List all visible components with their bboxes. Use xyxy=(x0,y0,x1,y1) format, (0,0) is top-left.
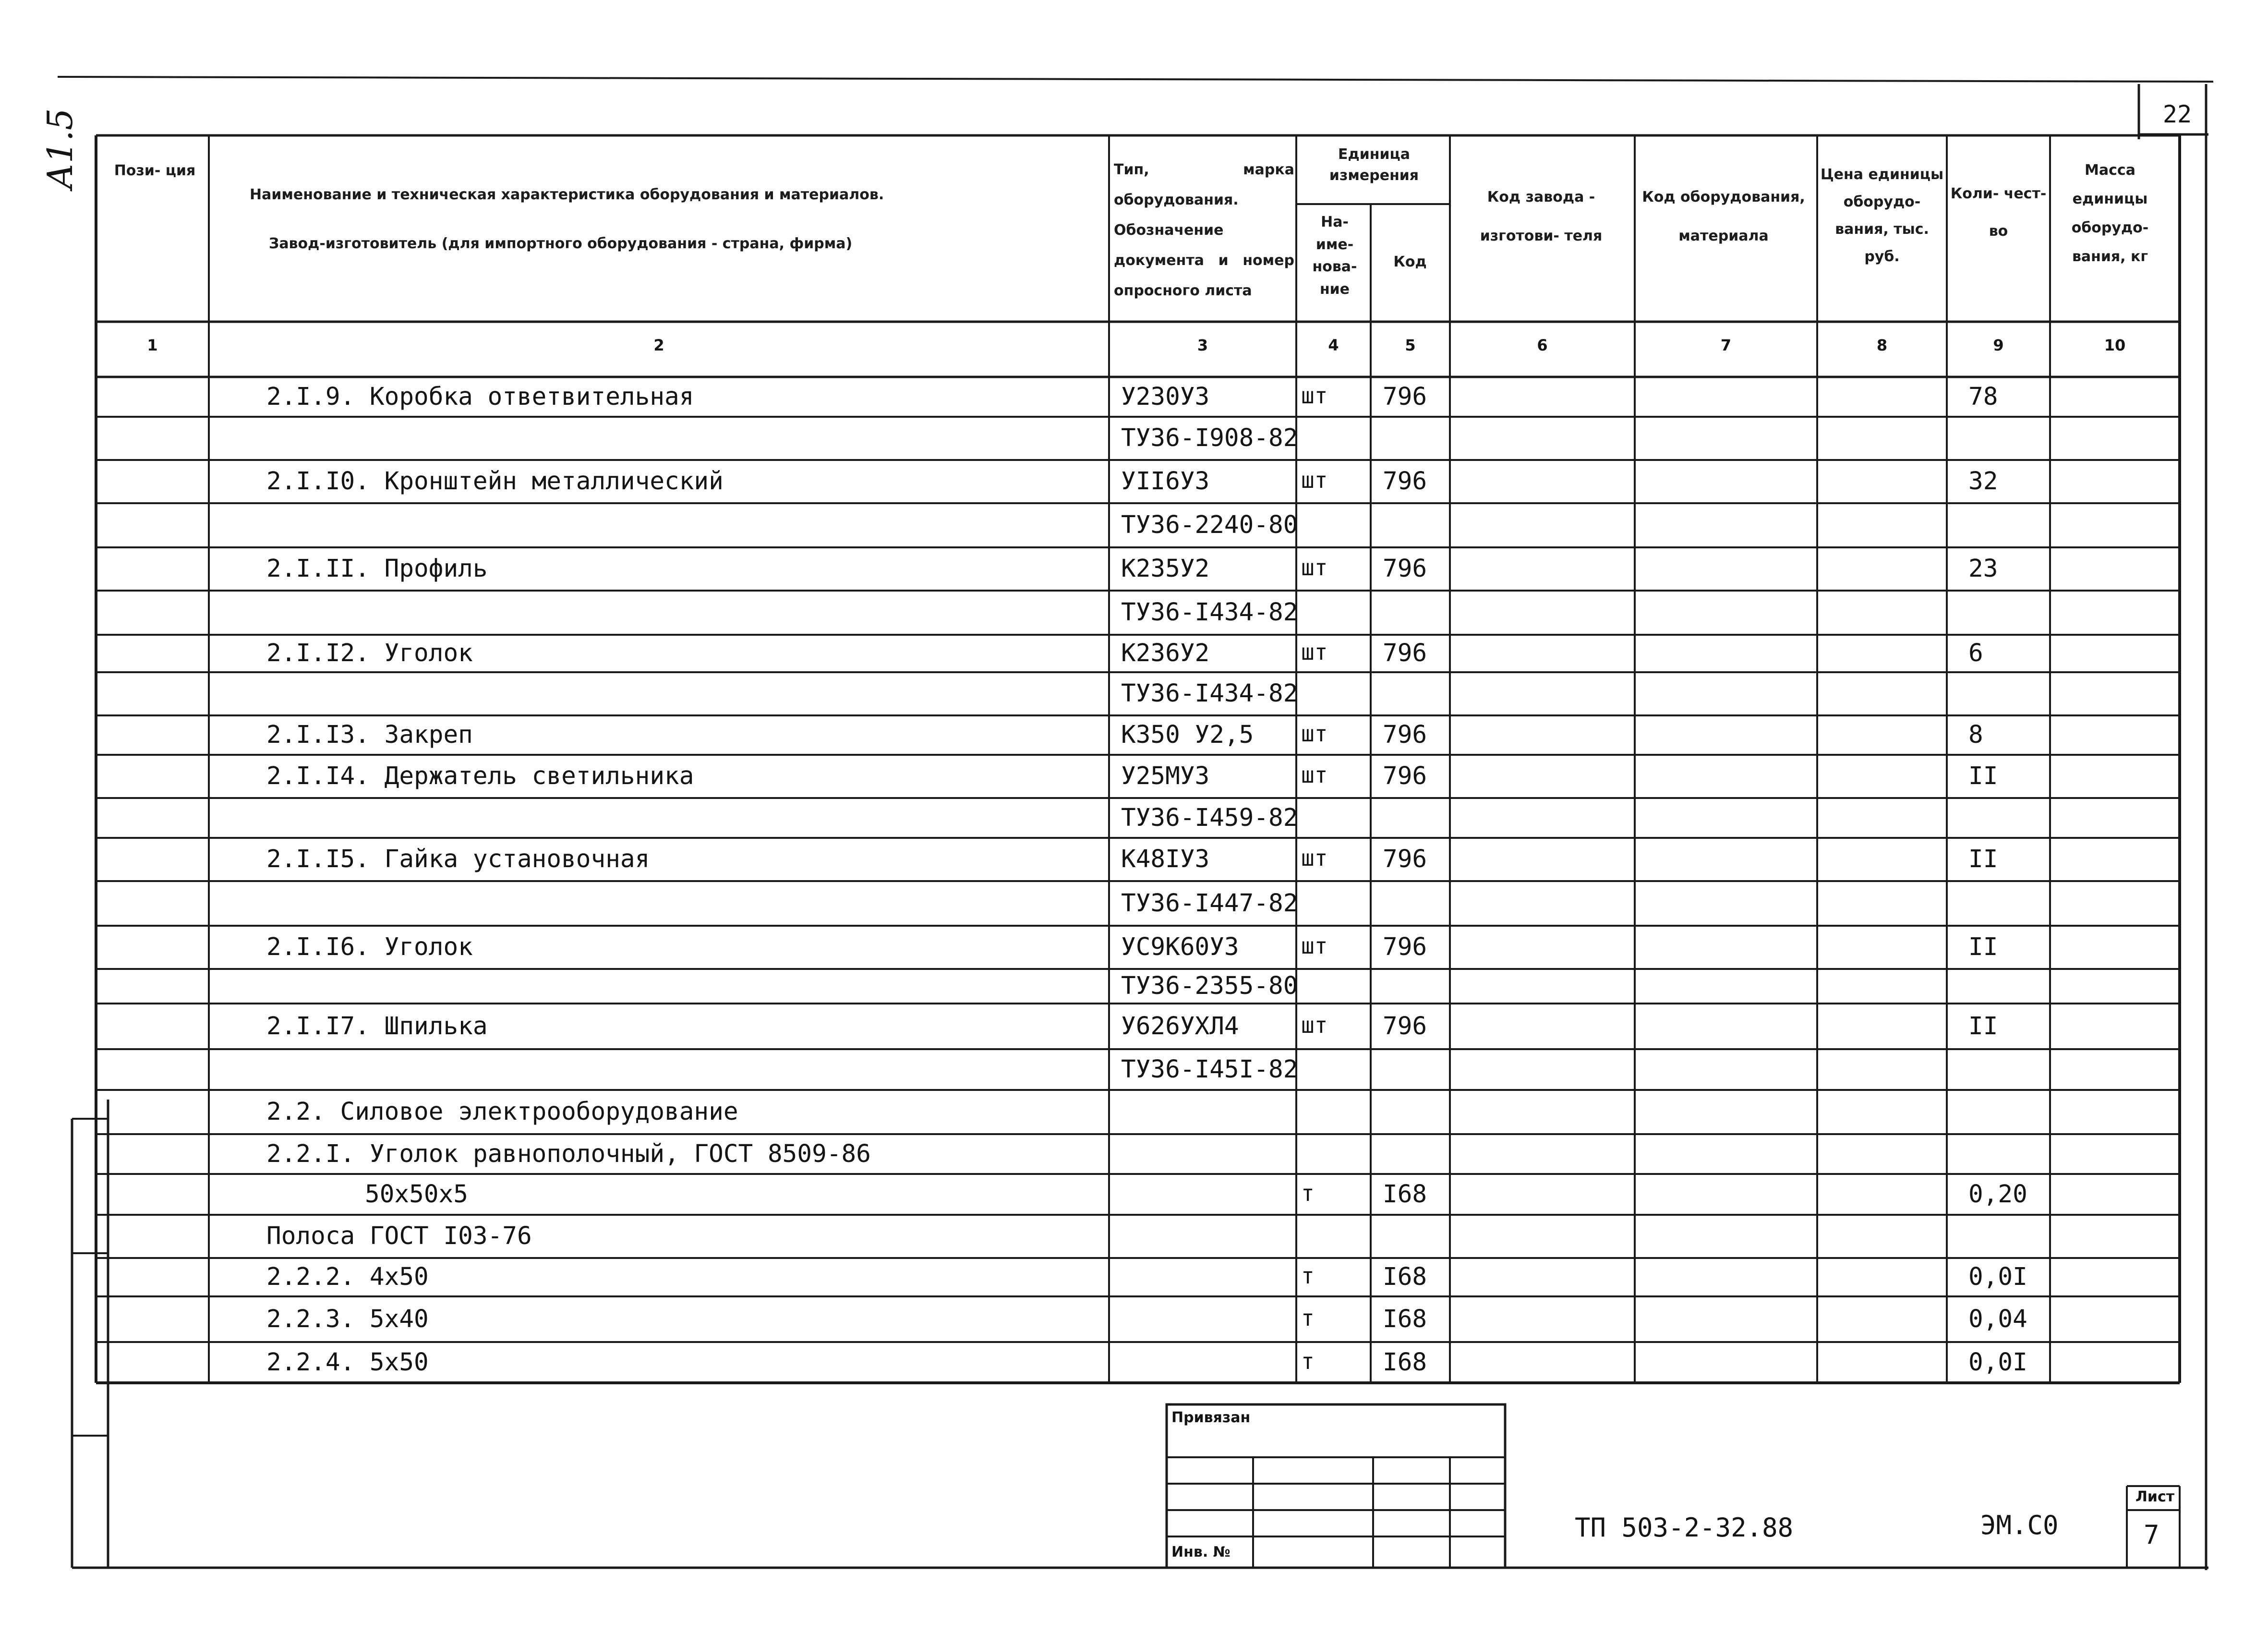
row-name: 2.2.4. 5x50 xyxy=(266,1348,429,1377)
column-number: 6 xyxy=(1537,336,1548,354)
row-type: К235У2 xyxy=(1121,555,1210,583)
row-name: 2.I.I4. Держатель светильника xyxy=(266,762,694,790)
row-quantity: 32 xyxy=(1968,467,1998,496)
row-type: ТУ36-I459-82 xyxy=(1121,803,1298,832)
row-name: 2.I.II. Профиль xyxy=(266,555,488,583)
row-type: ТУ36-I908-82 xyxy=(1121,424,1298,452)
row-unit-code: 796 xyxy=(1383,1012,1427,1040)
row-name: 2.I.I2. Уголок xyxy=(266,639,473,667)
row-quantity: 8 xyxy=(1968,721,1983,749)
row-type: ТУ36-2355-80 xyxy=(1121,972,1298,1000)
row-quantity: 0,0I xyxy=(1968,1348,2027,1377)
row-type: ТУ36-I45I-82 xyxy=(1121,1055,1298,1084)
row-type: У230У3 xyxy=(1121,382,1210,411)
row-name: 2.I.9. Коробка ответвительная xyxy=(266,382,694,411)
row-quantity: 0,04 xyxy=(1968,1305,2027,1333)
column-number: 5 xyxy=(1405,336,1416,354)
row-quantity: II xyxy=(1968,1012,1998,1040)
stamp-doc-code: ТП 503-2-32.88 xyxy=(1575,1512,1794,1543)
header-col45-group: Единица измерения xyxy=(1329,146,1419,184)
column-number: 7 xyxy=(1720,336,1732,354)
row-type: УС9К60У3 xyxy=(1121,933,1239,961)
column-number: 10 xyxy=(2104,336,2126,354)
row-unit-code: I68 xyxy=(1383,1348,1427,1377)
row-type: ТУ36-I447-82 xyxy=(1121,889,1298,918)
row-unit-code: I68 xyxy=(1383,1263,1427,1291)
row-unit: т xyxy=(1301,1305,1315,1331)
row-unit: шт xyxy=(1301,721,1328,747)
row-name: Полоса ГОСТ I03-76 xyxy=(266,1222,532,1250)
row-type: У25МУ3 xyxy=(1121,762,1210,790)
row-unit: шт xyxy=(1301,762,1328,788)
row-type: К236У2 xyxy=(1121,639,1210,667)
row-quantity: II xyxy=(1968,933,1998,961)
header-col10: Масса единицы оборудо- вания, кг xyxy=(2071,162,2149,265)
row-type: К48IУ3 xyxy=(1121,845,1210,873)
row-type: У626УХЛ4 xyxy=(1121,1012,1239,1040)
row-unit: шт xyxy=(1301,639,1328,665)
stamp-section: ЭМ.С0 xyxy=(1980,1510,2059,1540)
row-unit: т xyxy=(1301,1263,1315,1289)
row-quantity: 23 xyxy=(1968,555,1998,583)
row-unit-code: 796 xyxy=(1383,467,1427,496)
row-type: ТУ36-I434-82 xyxy=(1121,598,1298,627)
header-col7: Код оборудования, материала xyxy=(1642,189,1805,244)
row-unit: шт xyxy=(1301,1012,1328,1038)
row-unit-code: I68 xyxy=(1383,1180,1427,1209)
row-quantity: 0,20 xyxy=(1968,1180,2027,1209)
header-col5: Код xyxy=(1393,254,1427,270)
header-col8: Цена единицы оборудо- вания, тыс. руб. xyxy=(1820,166,1944,265)
header-col3: Тип, марка оборудования. Обозначение документа и номер опросного листа xyxy=(1114,161,1294,299)
row-unit: т xyxy=(1301,1180,1315,1206)
row-unit-code: 796 xyxy=(1383,555,1427,583)
column-number: 4 xyxy=(1328,336,1339,354)
row-type: К350 У2,5 xyxy=(1121,721,1254,749)
row-name: 2.2.I. Уголок равнополочный, ГОСТ 8509-86 xyxy=(266,1139,871,1168)
stamp-sheet-label: Лист xyxy=(2135,1488,2175,1505)
row-quantity: 0,0I xyxy=(1968,1263,2027,1291)
row-unit-code: 796 xyxy=(1383,639,1427,667)
row-name: 50x50x5 xyxy=(365,1180,468,1209)
margin-mark: А1.5 xyxy=(40,108,80,190)
header-col4: На- име- нова- ние xyxy=(1312,214,1357,298)
row-unit-code: I68 xyxy=(1383,1305,1427,1333)
row-unit-code: 796 xyxy=(1383,721,1427,749)
column-number: 3 xyxy=(1197,336,1208,354)
stamp-inv-no: Инв. № xyxy=(1171,1544,1231,1560)
row-unit: шт xyxy=(1301,382,1328,409)
row-name: 2.2.3. 5x40 xyxy=(266,1305,429,1333)
header-col2-line2: Завод-изготовитель (для импортного оборудования - страна, фирма) xyxy=(269,235,853,252)
stamp-privyazan: Привязан xyxy=(1171,1409,1251,1426)
column-number: 1 xyxy=(147,336,158,354)
row-type: УII6У3 xyxy=(1121,467,1210,496)
row-quantity: 6 xyxy=(1968,639,1983,667)
header-col1: Пози- ция xyxy=(114,162,196,179)
row-unit-code: 796 xyxy=(1383,933,1427,961)
row-quantity: 78 xyxy=(1968,382,1998,411)
row-unit: шт xyxy=(1301,555,1328,581)
row-type: ТУ36-I434-82 xyxy=(1121,679,1298,708)
page-number-top: 22 xyxy=(2162,100,2192,128)
stamp-sheet-number: 7 xyxy=(2144,1520,2159,1550)
column-number: 8 xyxy=(1876,336,1888,354)
row-unit-code: 796 xyxy=(1383,845,1427,873)
row-unit: т xyxy=(1301,1348,1315,1374)
row-name: 2.I.I5. Гайка установочная xyxy=(266,845,650,873)
row-quantity: II xyxy=(1968,762,1998,790)
row-unit-code: 796 xyxy=(1383,762,1427,790)
row-name: 2.2. Силовое электрооборудование xyxy=(266,1098,738,1126)
row-unit: шт xyxy=(1301,467,1328,493)
row-name: 2.I.I3. Закреп xyxy=(266,721,473,749)
row-name: 2.I.I0. Кронштейн металлический xyxy=(266,467,724,496)
row-unit: шт xyxy=(1301,933,1328,959)
row-name: 2.2.2. 4x50 xyxy=(266,1263,429,1291)
header-col9: Коли- чест- во xyxy=(1950,185,2047,240)
row-unit-code: 796 xyxy=(1383,382,1427,411)
row-name: 2.I.I6. Уголок xyxy=(266,933,473,961)
column-number: 9 xyxy=(1993,336,2004,354)
header-col6: Код завода - изготови- теля xyxy=(1480,189,1603,244)
row-name: 2.I.I7. Шпилька xyxy=(266,1012,488,1040)
row-quantity: II xyxy=(1968,845,1998,873)
row-unit: шт xyxy=(1301,845,1328,871)
header-col2-line1: Наименование и техническая характеристика оборудования и материалов. xyxy=(250,186,884,203)
row-type: ТУ36-2240-80 xyxy=(1121,511,1298,539)
column-number: 2 xyxy=(653,336,664,354)
